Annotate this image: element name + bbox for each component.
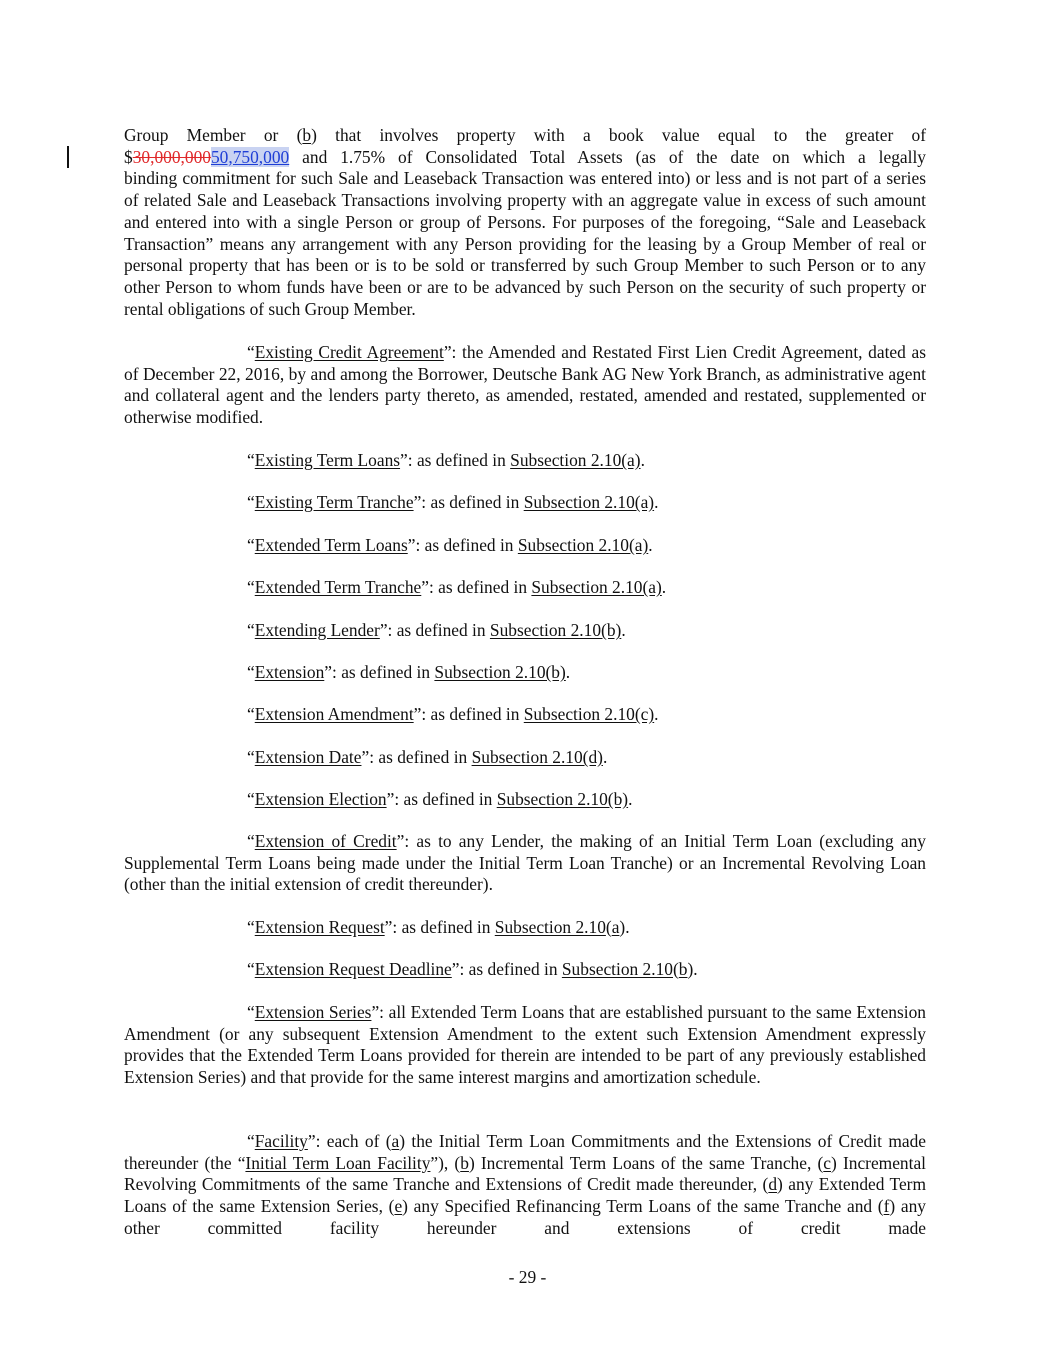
subsection-ref[interactable]: Subsection 2.10(d) [471,747,603,767]
def-existing-term-loans: “Existing Term Loans”: as defined in Subsection 2.10(a). [247,450,645,470]
def-extension-amendment: “Extension Amendment”: as defined in Subsection 2.10(c). [247,704,659,724]
change-bar [67,146,69,168]
intro-line-1: Group Member or (b) that involves property with a book value equal to the greater of [124,125,927,145]
def-facility: “Facility”: each of (a) the Initial Term Loan Commitments and the Extensions of Credit made thereunder (the “Initial Term Loan Facility”), (b) Incremental Term Loans of the same Tranche, (c) Incremental Revolving Commitments of the same Tranche and Extensions of Credit made thereunder, (d) any Extended Term Loans of the same Extension Series, (e) any Specified Refinancing Term Loans of the same Tranche and (f) any other committed facility hereunder and extensions of credit made [124,1131,927,1238]
def-extension-of-credit: “Extension of Credit”: as to any Lender, the making of an Initial Term Loan (excluding any Supplemental Term Loans being made under the Initial Term Loan Tranche) or an Incremental Revolving Loan (other than the initial extension of credit thereunder). [124,831,926,895]
subsection-ref[interactable]: Subsection 2.10(a) [523,492,655,512]
subsection-ref[interactable]: Subsection 2.10(c) [523,704,655,724]
def-extension-date: “Extension Date”: as defined in Subsection 2.10(d). [247,747,608,767]
subsection-ref[interactable]: Subsection 2.10 [494,917,606,937]
def-extension-election: “Extension Election”: as defined in Subsection 2.10(b). [247,789,633,809]
def-extended-term-tranche: “Extended Term Tranche”: as defined in Subsection 2.10(a). [247,577,667,597]
subsection-ref[interactable]: Subsection 2.10(a) [531,577,662,597]
subsection-ref[interactable]: Subsection 2.10(a) [510,450,641,470]
def-existing-credit-agreement: “Existing Credit Agreement”: the Amended and Restated First Lien Credit Agreement, dated as of December 22, 2016, by and among the Borrower, Deutsche Bank AG New York Branch, as administrative agent and collateral agent and the lenders party thereto, as amended, restated, amended and restated, supplemented or otherwise modified. [124,342,927,428]
def-extension-series: “Extension Series”: all Extended Term Loans that are established pursuant to the same Extension Amendment (or any subsequent Extension Amendment to the extent such Extension Amendment expressly provides that the Extended Term Loans provided for therein are intended to be part of any previously established Extension Series) and that provide for the same interest margins and amortization schedule. [124,1002,926,1088]
intro-paragraph [124,125,926,320]
page-number: - 29 - [508,1267,547,1287]
subsection-ref[interactable]: Subsection 2.10(b) [434,662,566,682]
def-extension: “Extension”: as defined in Subsection 2.10(b). [247,662,571,682]
intro-line-2: $30,000,00050,750,000 and 1.75% of Consolidated Total Assets (as of the date on which a legally [124,146,926,167]
deleted-amount: 30,000,000 [132,146,211,167]
def-extension-request-deadline: “Extension Request Deadline”: as defined in Subsection 2.10(b). [247,959,698,979]
def-extension-request: “Extension Request”: as defined in Subsection 2.10(a). [247,917,630,937]
intro-rest: binding commitment for such Sale and Leaseback Transaction was entered into) or less and is not part of a series of related Sale and Leaseback Transactions involving property with an aggregate value in excess of such amount and entered into with a single Person or group of Persons. For purposes of the foregoing, “Sale and Leaseback Transaction” means any arrangement with any Person providing for the leasing by a Group Member of real or personal property that has been or is to be sold or transferred by such Group Member to such Person or to any other Person to whom funds have been or are to be advanced by such Person on the security of such property or rental obligations of such Group Member. [124,168,926,319]
subsection-ref[interactable]: Subsection 2.10(a) [517,535,649,555]
subsection-ref[interactable]: Subsection 2.10(b) [489,620,622,640]
subsection-ref[interactable]: Subsection 2.10(b) [496,789,629,809]
inserted-amount[interactable]: 50,750,000 [210,146,290,167]
def-extending-lender: “Extending Lender”: as defined in Subsection 2.10(b). [247,620,626,640]
def-extended-term-loans: “Extended Term Loans”: as defined in Subsection 2.10(a). [247,535,653,555]
def-existing-term-tranche: “Existing Term Tranche”: as defined in Subsection 2.10(a). [247,492,659,512]
subsection-ref[interactable]: Subsection 2.10 [561,959,673,979]
